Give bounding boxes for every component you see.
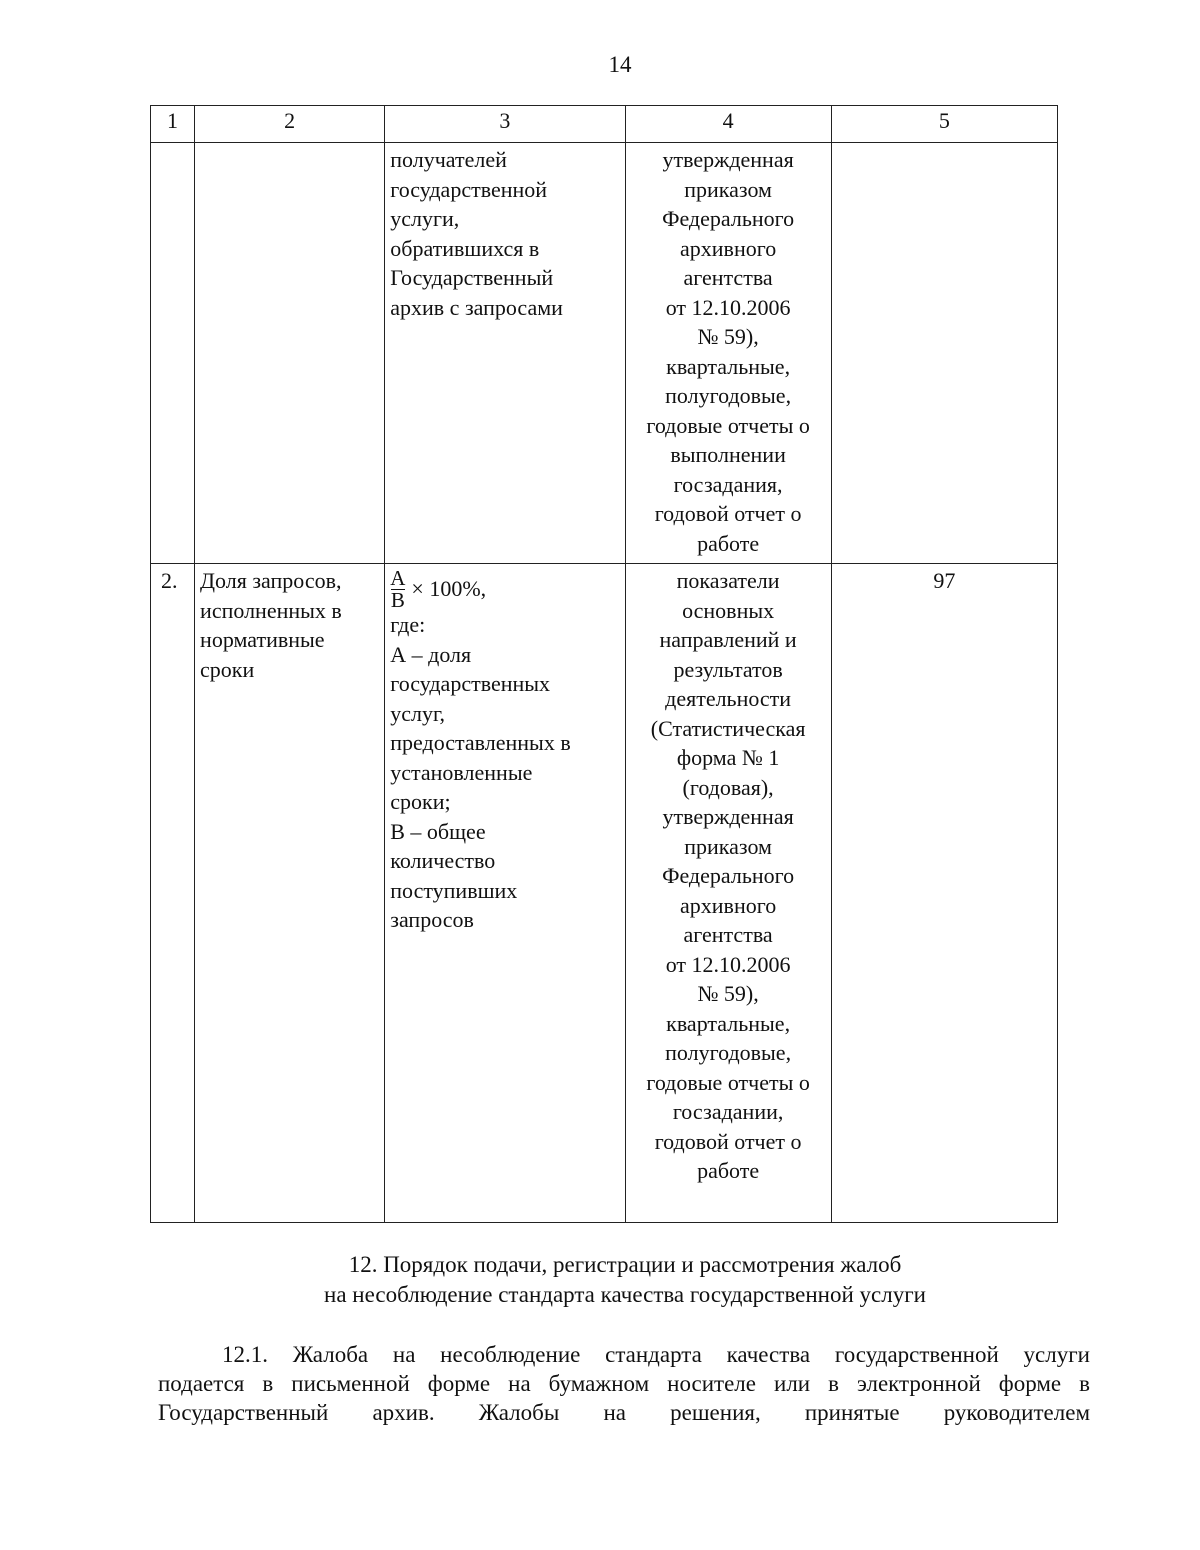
table-cell <box>625 143 831 564</box>
cell-line: годовые отчеты о <box>646 412 810 438</box>
indicator-value: 97 <box>831 564 1057 1223</box>
formula-rest: × 100%, <box>411 576 487 602</box>
cell-line: Федерального <box>662 863 795 888</box>
cell-line: предоставленных в <box>390 730 571 755</box>
cell-line: госзадании, <box>672 1099 784 1124</box>
fraction <box>390 565 406 612</box>
cell-line: архивного <box>680 235 777 261</box>
cell-line: агентства <box>683 265 773 290</box>
table-cell <box>625 564 831 1223</box>
cell-line: (Статистическая <box>650 715 806 741</box>
column-header: 1 <box>151 106 195 143</box>
cell-line: № 59), <box>697 981 759 1006</box>
cell-line: результатов <box>673 656 783 682</box>
cell-line: получателей <box>390 147 507 172</box>
cell-line: (годовая), <box>682 774 774 800</box>
cell-line: форма № 1 <box>676 745 780 770</box>
heading-line: 12. Порядок подачи, регистрации и рассмотрения жалоб <box>348 1252 902 1277</box>
body-paragraph <box>158 1340 1090 1427</box>
table-cell <box>385 143 625 564</box>
cell-line: утвержденная <box>662 804 794 829</box>
cell-line: работе <box>697 1158 760 1183</box>
cell-line: деятельности <box>665 686 792 711</box>
cell-line: сроки; <box>390 789 451 814</box>
cell-line: запросов <box>390 907 474 932</box>
cell-line: государственных <box>390 671 551 696</box>
cell-line: нормативные <box>200 627 325 652</box>
fraction-denominator: B <box>390 587 405 612</box>
table-cell <box>151 143 195 564</box>
table-row <box>151 143 1058 564</box>
cell-line: полугодовые, <box>665 383 792 408</box>
formula <box>390 565 620 612</box>
indicators-table <box>150 105 1058 1223</box>
cell-line: услуги, <box>390 206 460 231</box>
cell-line: № 59), <box>697 324 759 349</box>
cell-line: квартальные, <box>666 1010 791 1036</box>
cell-line: госзадания, <box>673 471 783 497</box>
cell-line: архив с запросами <box>390 294 563 320</box>
fraction-numerator: A <box>390 565 406 590</box>
cell-line: услуг, <box>390 700 446 726</box>
cell-line: квартальные, <box>666 353 791 379</box>
cell-line: государственной <box>390 176 548 202</box>
page-number: 14 <box>608 52 632 77</box>
table-row <box>151 564 1058 1223</box>
row-number: 2. <box>151 564 195 1223</box>
cell-line: выполнении <box>670 442 786 467</box>
cell-line: А – доля <box>390 641 472 667</box>
paragraph-line: подается в письменной форме на бумажном носителе или в электронной форме в <box>158 1371 1090 1396</box>
cell-line: сроки <box>200 656 255 682</box>
column-header: 2 <box>195 106 385 143</box>
cell-line: утвержденная <box>662 147 794 172</box>
cell-line: поступивших <box>390 877 518 903</box>
heading-line: на несоблюдение стандарта качества государственной услуги <box>324 1282 926 1307</box>
cell-line: где: <box>390 612 426 637</box>
cell-line: годовой отчет о <box>654 501 802 526</box>
table-cell <box>831 143 1057 564</box>
cell-line: установленные <box>390 759 533 785</box>
cell-line: работе <box>697 530 760 556</box>
column-header: 3 <box>385 106 625 143</box>
column-header: 5 <box>831 106 1057 143</box>
cell-line: В – общее <box>390 818 486 844</box>
table-cell <box>195 143 385 564</box>
cell-line: архивного <box>680 892 777 918</box>
cell-line: Федерального <box>662 206 795 231</box>
column-header: 4 <box>625 106 831 143</box>
cell-line: показатели <box>676 568 780 593</box>
cell-line: полугодовые, <box>665 1040 792 1065</box>
cell-line: приказом <box>684 833 772 859</box>
paragraph-line: Государственный архив. Жалобы на решения, принятые руководителем <box>158 1400 1090 1425</box>
cell-line: агентства <box>683 922 773 947</box>
table-cell <box>385 564 625 1223</box>
cell-line: Доля запросов, <box>200 568 342 593</box>
cell-line: исполненных в <box>200 597 342 623</box>
cell-line: от 12.10.2006 <box>665 294 791 320</box>
cell-line: приказом <box>684 176 772 202</box>
cell-line: количество <box>390 848 496 873</box>
table-header-row <box>151 106 1058 143</box>
cell-line: годовые отчеты о <box>646 1069 810 1095</box>
cell-line: основных <box>682 597 775 623</box>
section-heading <box>0 1250 1200 1310</box>
table-cell <box>195 564 385 1223</box>
cell-line: годовой отчет о <box>654 1128 802 1154</box>
cell-line: обратившихся в <box>390 235 540 261</box>
cell-line: направлений и <box>659 627 797 652</box>
paragraph-line: 12.1. Жалоба на несоблюдение стандарта качества государственной услуги <box>222 1342 1090 1367</box>
cell-line: от 12.10.2006 <box>665 951 791 977</box>
cell-line: Государственный <box>390 265 554 290</box>
